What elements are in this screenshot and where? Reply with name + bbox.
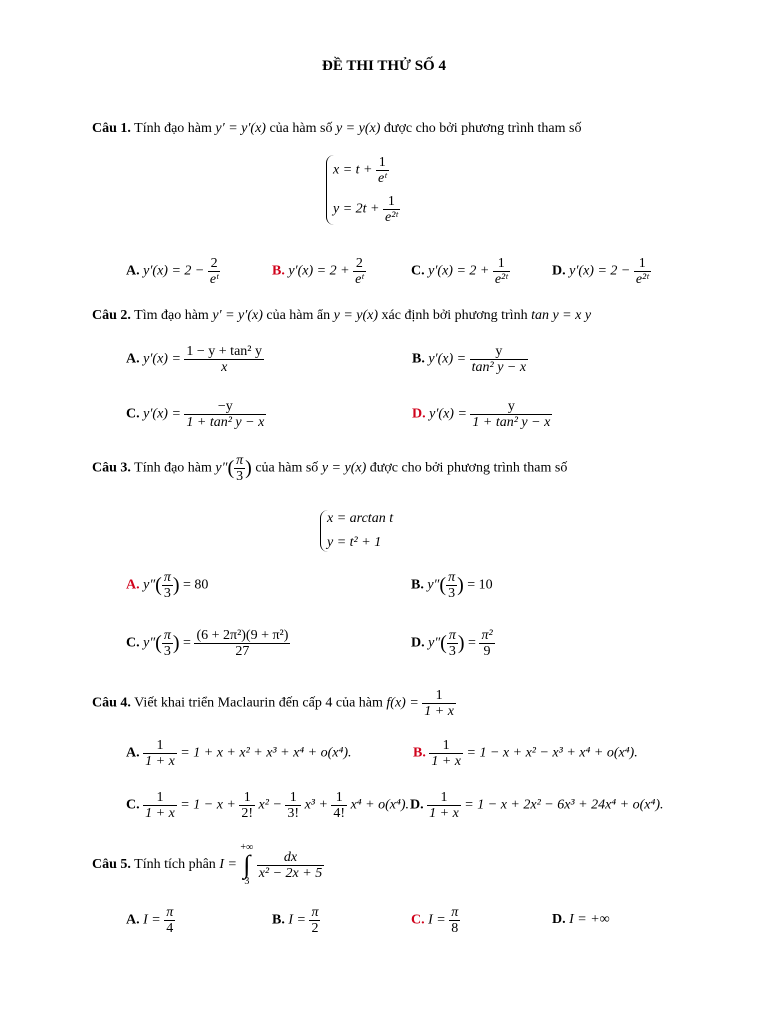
question-label: Câu 5.	[92, 857, 131, 873]
option-q3-a[interactable]: A. y″( $\frac{\pi}{3}$ ) = 80	[126, 570, 209, 601]
option-q5-d[interactable]: D. I = +∞	[552, 912, 610, 927]
option-q5-b[interactable]: B. I = $\frac{\pi}{2}$	[272, 905, 319, 936]
option-q1-c[interactable]: C. y′(x) = 2 + $\frac{1}{\text{e²ᵗ}}$	[411, 256, 508, 287]
question-label: Câu 4.	[92, 695, 131, 711]
integral-symbol: +∞ ∫ 3	[240, 842, 254, 887]
option-q5-c[interactable]: C. I = $\frac{\pi}{8}$	[411, 905, 459, 936]
parametric-system: x = arctan t y = t² + 1	[320, 510, 393, 552]
option-q3-d[interactable]: D. y″( $\frac{\pi}{3}$ ) = $\frac{\text{π²}}{9}$	[411, 628, 493, 659]
question-label: Câu 3.	[92, 460, 131, 476]
question-4: Câu 4. Viết khai triển Maclaurin đến cấp 4 của hàm f(x) = $\frac{1}{1 + x}$	[92, 688, 454, 719]
option-q1-d[interactable]: D. y′(x) = 2 − $\frac{1}{\text{e²ᵗ}}$	[552, 256, 649, 287]
option-q1-b[interactable]: B. y′(x) = 2 + $\frac{2}{\text{eᵗ}}$	[272, 256, 364, 287]
option-q4-c[interactable]: C. $\frac{1}{1 + x}$ = 1 − x + $\frac{1}{2!}$ x² − $\frac{1}{3!}$ x³ + $\frac{1}{4!}$ x⁴ + o(x⁴).	[126, 790, 410, 821]
option-q2-d[interactable]: D. y′(x) = $\frac{y}{\text{1 + tan² y − x}}$	[412, 399, 551, 430]
option-q2-c[interactable]: C. y′(x) = $\frac{-y}{\text{1 + tan² y − x}}$	[126, 399, 265, 430]
question-3: Câu 3. Tính đạo hàm y″( $\frac{\pi}{3}$ ) của hàm số y = y(x) được cho bởi phương trình tham số	[92, 453, 568, 484]
option-q3-b[interactable]: B. y″( $\frac{\pi}{3}$ ) = 10	[411, 570, 493, 601]
page-title: ĐỀ THI THỬ SỐ 4	[322, 58, 446, 74]
option-q2-b[interactable]: B. y′(x) = $\frac{y}{\text{tan² y − x}}$	[412, 344, 527, 375]
question-2: Câu 2. Tìm đạo hàm y′ = y′(x) của hàm ẩn y = y(x) xác định bởi phương trình tan y = x y	[92, 308, 592, 323]
parametric-system: x = t + $\frac{1}{\text{eᵗ}}$ y = 2t + $\frac{1}{\text{e²ᵗ}}$	[326, 155, 400, 225]
option-q2-a[interactable]: A. y′(x) = $\frac{\text{1 − y + tan² y}}{x}$	[126, 344, 262, 375]
question-1: Câu 1. Tính đạo hàm y′ = y′(x) của hàm số y = y(x) được cho bởi phương trình tham số	[92, 121, 582, 136]
option-q4-b[interactable]: B. $\frac{1}{1 + x}$ = 1 − x + x² − x³ + x⁴ + o(x⁴).	[413, 738, 638, 769]
option-q4-a[interactable]: A. $\frac{1}{1 + x}$ = 1 + x + x² + x³ + x⁴ + o(x⁴).	[126, 738, 352, 769]
option-q4-d[interactable]: D. $\frac{1}{1 + x}$ = 1 − x + 2x² − 6x³ + 24x⁴ + o(x⁴).	[410, 790, 664, 821]
option-q3-c[interactable]: C. y″( $\frac{\pi}{3}$ ) = $\frac{\text{(6 + 2π²)(9 + π²)}}{27}$	[126, 628, 289, 659]
option-q1-a[interactable]: A. y′(x) = 2 − $\frac{2}{\text{eᵗ}}$	[126, 256, 219, 287]
option-q5-a[interactable]: A. I = $\frac{\pi}{4}$	[126, 905, 174, 936]
question-5: Câu 5. Tính tích phân I = +∞ ∫ 3 $\frac{dx}{\text{x² − 2x + 5}}$	[92, 842, 323, 887]
question-label: Câu 2.	[92, 308, 131, 323]
question-label: Câu 1.	[92, 121, 131, 136]
